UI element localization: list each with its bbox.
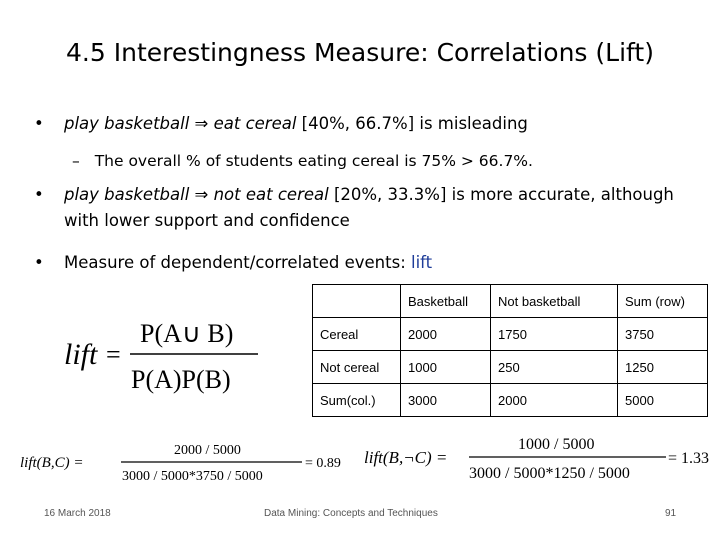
row-label: Not cereal — [313, 351, 401, 384]
bullet-text — [64, 182, 694, 234]
bullet-text — [64, 253, 432, 272]
table-row — [313, 318, 708, 351]
table-cell: 3000 — [401, 384, 491, 417]
lift-bnotc-numerator: 1000 / 5000 — [518, 436, 595, 453]
contingency-table — [312, 284, 708, 417]
lift-numerator: P(A∪ B) — [140, 319, 234, 348]
lift-bc-result: = 0.89 — [305, 456, 341, 471]
lift-bc-denominator: 3000 / 5000*3750 / 5000 — [122, 469, 263, 484]
lift-bc-formula — [18, 438, 341, 488]
lift-bnotc-formula — [362, 430, 720, 486]
lift-denominator: P(A)P(B) — [131, 365, 231, 394]
row-label: Cereal — [313, 318, 401, 351]
lift-bnotc-denominator: 3000 / 5000*1250 / 5000 — [469, 465, 630, 482]
table-cell: 1750 — [491, 318, 618, 351]
bullet-measure-lift — [34, 250, 694, 276]
table-cell: 2000 — [401, 318, 491, 351]
bullet-text — [64, 114, 528, 133]
table-row — [313, 351, 708, 384]
bullet-dot: • — [34, 253, 44, 272]
table-cell: 1000 — [401, 351, 491, 384]
header-cell: Sum (row) — [618, 285, 708, 318]
rule-stats: [20%, 33.3%] is more accurate, although with lower support and confidence — [64, 185, 674, 230]
lift-equals: = — [106, 340, 121, 369]
table-cell: 2000 — [491, 384, 618, 417]
header-cell: Basketball — [401, 285, 491, 318]
header-cell — [313, 285, 401, 318]
sub-dash: – — [72, 152, 80, 170]
table-cell: 1250 — [618, 351, 708, 384]
lift-highlight: lift — [411, 253, 433, 272]
bullet-basketball-eat-cereal — [34, 111, 694, 137]
table-header-row — [313, 285, 708, 318]
header-cell: Not basketball — [491, 285, 618, 318]
table-cell: 5000 — [618, 384, 708, 417]
rule-italic: play basketball ⇒ eat cereal — [64, 114, 297, 133]
bullet-dot: • — [34, 185, 44, 204]
footer-date: 16 March 2018 — [44, 508, 111, 519]
sub-bullet-overall-cereal — [72, 148, 533, 174]
measure-text: Measure of dependent/correlated events: — [64, 253, 411, 272]
bullet-basketball-not-eat-cereal — [34, 182, 694, 234]
lift-bnotc-result: = 1.33 — [668, 450, 710, 467]
rule-italic: play basketball ⇒ not eat cereal — [64, 185, 329, 204]
footer-page-number: 91 — [665, 508, 677, 519]
lift-bnotc-lhs: lift(B,¬C) = — [364, 448, 448, 467]
lift-formula — [60, 312, 270, 402]
slide-title: 4.5 Interestingness Measure: Correlations (Lift) — [66, 38, 654, 67]
bullet-dot: • — [34, 114, 44, 133]
row-label: Sum(col.) — [313, 384, 401, 417]
lift-lhs: lift — [64, 338, 98, 371]
sub-bullet-text: The overall % of students eating cereal is 75% > 66.7%. — [94, 152, 533, 170]
table-cell: 3750 — [618, 318, 708, 351]
footer-title: Data Mining: Concepts and Techniques — [264, 508, 438, 519]
table-cell: 250 — [491, 351, 618, 384]
lift-bc-numerator: 2000 / 5000 — [174, 443, 241, 458]
table-row — [313, 384, 708, 417]
rule-stats: [40%, 66.7%] is misleading — [296, 114, 528, 133]
lift-bc-lhs: lift(B,C) = — [20, 455, 84, 471]
